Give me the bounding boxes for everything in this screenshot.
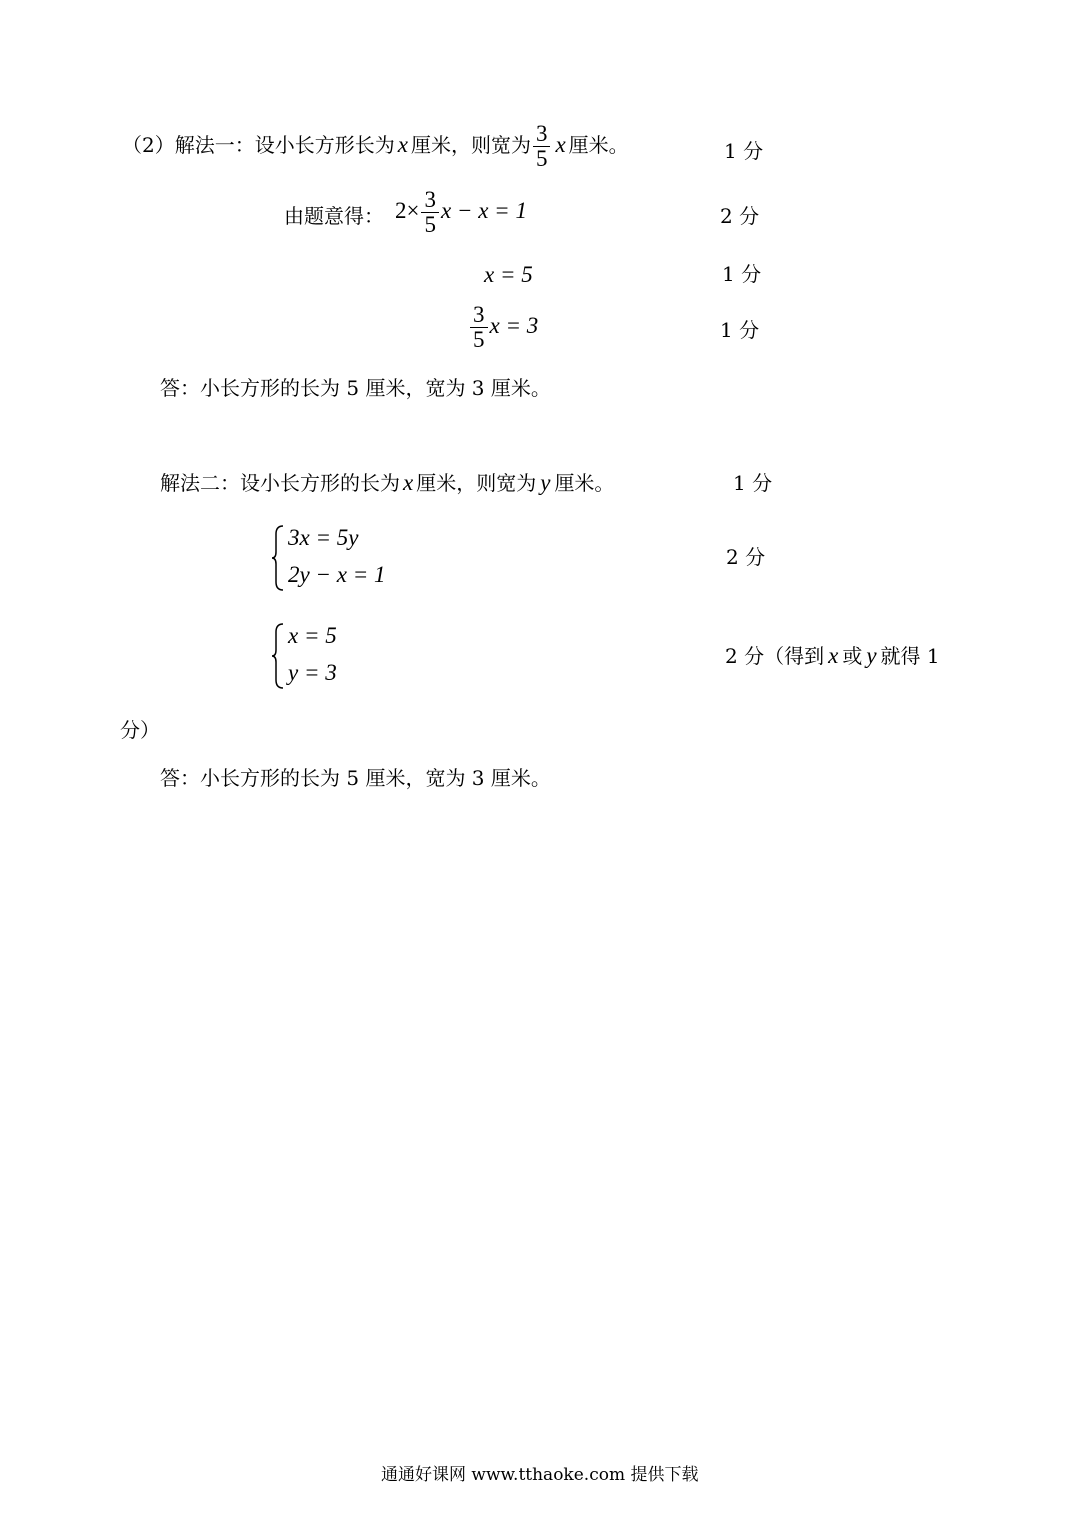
system1-line2: 2y − x = 1 bbox=[288, 562, 386, 587]
page-footer: 通通好课网 www.tthaoke.com 提供下载 bbox=[381, 1465, 699, 1485]
score-step2: 2 分 bbox=[720, 204, 760, 228]
variable-y: y bbox=[540, 470, 551, 495]
solution2-intro bbox=[160, 470, 614, 496]
equation2: x = 5 bbox=[484, 262, 533, 287]
score-system-equations: 2 分 bbox=[726, 545, 766, 569]
score-system-setup: 1 分 bbox=[733, 471, 773, 495]
variable-y: y bbox=[866, 643, 877, 668]
score-step3: 1 分 bbox=[722, 262, 762, 286]
fraction-numerator: 3 bbox=[473, 302, 485, 327]
fraction-three-fifths bbox=[533, 122, 551, 171]
left-brace-icon bbox=[271, 622, 285, 690]
system1-line1: 3x = 5y bbox=[288, 525, 359, 550]
variable-x: x bbox=[555, 132, 566, 157]
left-brace-icon bbox=[271, 524, 285, 592]
unit-cm: 厘米 bbox=[410, 133, 451, 157]
solution1-answer: 答：小长方形的长为 5 厘米，宽为 3 厘米。 bbox=[160, 376, 551, 400]
equation3-right: x = 3 bbox=[489, 312, 539, 338]
fraction-numerator: 3 bbox=[424, 187, 436, 212]
equation3 bbox=[468, 303, 538, 352]
fraction-three-fifths bbox=[470, 303, 488, 352]
unit-cm-period: 厘米。 bbox=[554, 471, 615, 495]
system2-line2: y = 3 bbox=[288, 660, 337, 685]
score-or: 或 bbox=[842, 644, 863, 668]
fraction-denominator: 5 bbox=[421, 212, 439, 237]
score-prefix: 2 分（得到 bbox=[725, 644, 825, 668]
equation1-right: x − x = 1 bbox=[440, 197, 527, 223]
equation1 bbox=[395, 188, 527, 237]
score-suffix: 就得 1 bbox=[880, 644, 940, 668]
solution1-intro-mid: ，则宽为 bbox=[450, 133, 531, 157]
fraction-three-fifths bbox=[421, 188, 439, 237]
score-wrap: 分） bbox=[120, 718, 160, 742]
fraction-numerator: 3 bbox=[535, 121, 548, 146]
unit-cm-then-width: 厘米，则宽为 bbox=[416, 471, 537, 495]
score-step4: 1 分 bbox=[720, 318, 760, 342]
variable-x: x bbox=[403, 470, 414, 495]
variable-x: x bbox=[828, 643, 839, 668]
fraction-denominator: 5 bbox=[533, 146, 551, 171]
period: 。 bbox=[608, 133, 629, 157]
score-system-solution bbox=[725, 643, 940, 669]
equation-label: 由题意得： bbox=[284, 204, 384, 228]
solution1-intro bbox=[122, 122, 629, 171]
unit-cm: 厘米 bbox=[568, 133, 609, 157]
variable-x: x bbox=[397, 132, 408, 157]
system2-line1: x = 5 bbox=[288, 623, 337, 648]
solution1-intro-prefix: （2）解法一：设小长方形长为 bbox=[122, 133, 395, 157]
equation1-left: 2× bbox=[395, 197, 420, 223]
fraction-denominator: 5 bbox=[470, 327, 488, 352]
solution2-intro-prefix: 解法二：设小长方形的长为 bbox=[160, 471, 400, 495]
solution2-answer: 答：小长方形的长为 5 厘米，宽为 3 厘米。 bbox=[160, 766, 551, 790]
score-step1: 1 分 bbox=[724, 139, 764, 163]
